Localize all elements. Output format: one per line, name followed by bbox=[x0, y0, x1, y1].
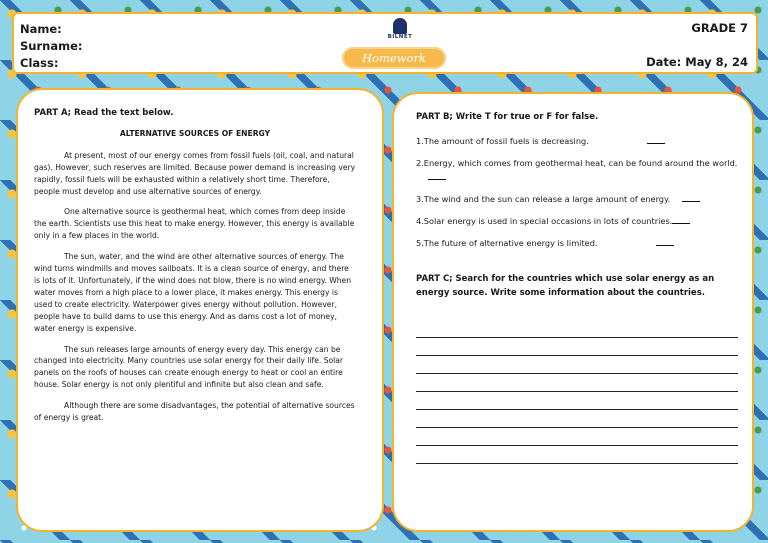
writing-line[interactable] bbox=[416, 396, 738, 410]
name-label: Name: bbox=[20, 22, 62, 36]
passage-paragraph: At present, most of our energy comes from fossil fuels (oil, coal, and natural gas). However, such reserves are limited. Because power demand is increasing very rapidly, fossil fuels will be exhausted within a relatively short time. Therefore, people must develop and use alternative sources of energy. bbox=[34, 150, 356, 196]
question-text: 2.Energy, which comes from geothermal heat, can be found around the world. bbox=[416, 158, 738, 168]
passage-title: ALTERNATIVE SOURCES OF ENERGY bbox=[119, 128, 271, 138]
answer-blank[interactable] bbox=[682, 193, 700, 202]
writing-line[interactable] bbox=[416, 360, 738, 374]
answer-blank[interactable] bbox=[428, 171, 446, 180]
question-item bbox=[416, 156, 738, 184]
question-text: 5.The future of alternative energy is limited. bbox=[416, 238, 598, 248]
answer-blank[interactable] bbox=[656, 237, 674, 246]
answer-blank[interactable] bbox=[647, 135, 665, 144]
part-b-heading: PART B; Write T for true or F for false. bbox=[416, 112, 599, 122]
passage-paragraph: One alternative source is geothermal heat, which comes from deep inside the earth. Scientists use this heat to make energy. However, this energy is available only in a few places in the world. bbox=[34, 207, 355, 241]
logo-text: BILNET bbox=[387, 34, 413, 40]
part-a-heading: PART A; Read the text below. bbox=[34, 108, 174, 118]
homework-badge: Homework bbox=[342, 47, 446, 69]
passage-paragraph: The sun, water, and the wind are other alternative sources of energy. The wind turns windmills and moves sailboats. It is a clean source of energy, and there is lots of it. Unfortunately, if the wind does not blow, there is no wind energy. When water moves from a high place to a lower place, it makes energy. This energy is used to create electricity. Waterpower gives energy without pollution. However, people have to build dams to use this energy. And as dams cost a lot of money, water energy is expensive. bbox=[34, 252, 352, 333]
writing-lines[interactable] bbox=[416, 324, 738, 464]
passage-paragraph: The sun releases large amounts of energy every day. This energy can be changed into electricity. Many countries use solar energy for their daily life. Solar panels on the roofs of houses can create enough energy to heat or cool an entire house. Solar energy is not only plentiful and infinite but also clean and safe. bbox=[34, 344, 344, 390]
school-logo bbox=[382, 18, 418, 40]
grade-label: GRADE 7 bbox=[691, 21, 748, 35]
question-item bbox=[416, 214, 738, 228]
surname-label: Surname: bbox=[20, 39, 83, 53]
torch-icon bbox=[393, 18, 407, 34]
question-text: 4.Solar energy is used in special occasions in lots of countries. bbox=[416, 216, 673, 226]
writing-line[interactable] bbox=[416, 450, 738, 464]
passage-paragraph: Although there are some disadvantages, the potential of alternative sources of energy is great. bbox=[34, 401, 355, 423]
worksheet-header bbox=[12, 12, 758, 74]
writing-line[interactable] bbox=[416, 432, 738, 446]
question-text: 3.The wind and the sun can release a large amount of energy. bbox=[416, 194, 671, 204]
question-item bbox=[416, 192, 738, 206]
part-a-panel bbox=[16, 88, 384, 532]
class-label: Class: bbox=[20, 56, 59, 70]
questions-area bbox=[416, 110, 738, 468]
writing-line[interactable] bbox=[416, 414, 738, 428]
question-text: 1.The amount of fossil fuels is decreasing. bbox=[416, 136, 589, 146]
question-item bbox=[416, 134, 738, 148]
date-label: Date: May 8, 24 bbox=[646, 55, 748, 69]
writing-line[interactable] bbox=[416, 324, 738, 338]
writing-line[interactable] bbox=[416, 378, 738, 392]
student-info-labels bbox=[20, 21, 82, 72]
answer-blank[interactable] bbox=[672, 215, 690, 224]
part-c-heading: PART C; Search for the countries which use solar energy as an energy source. Write some information about the countries. bbox=[416, 274, 715, 298]
writing-line[interactable] bbox=[416, 342, 738, 356]
reading-passage bbox=[34, 108, 356, 433]
question-item bbox=[416, 236, 738, 250]
part-b-c-panel bbox=[392, 92, 754, 532]
